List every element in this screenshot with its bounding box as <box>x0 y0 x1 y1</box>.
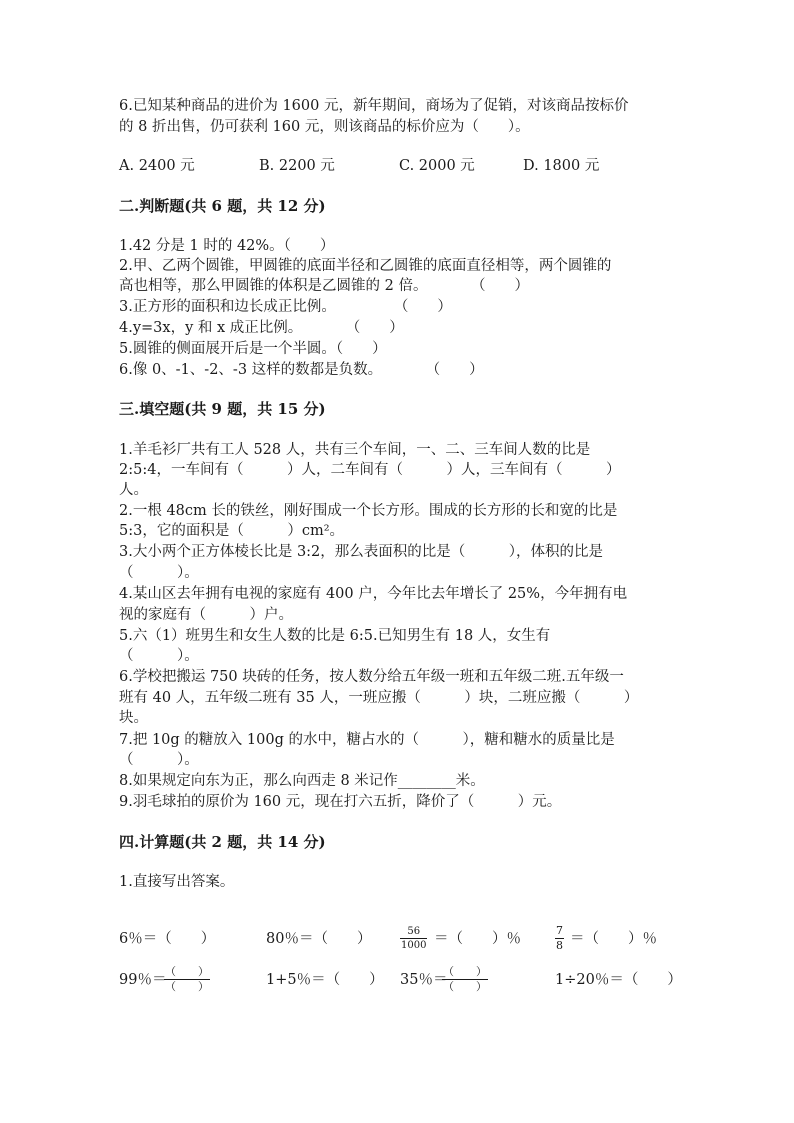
s3-line-15: 7.把 10g 的糖放入 100g 的水中，糖占水的（ ），糖和糖水的质量比是 <box>119 732 615 748</box>
s2-line-3: 高也相等，那么甲圆锥的体积是乙圆锥的 2 倍。 （ ） <box>119 278 529 294</box>
section-2-title: 二.判断题(共 6 题，共 12 分) <box>119 197 326 215</box>
s3-line-4: 2.一根 48cm 长的铁丝，刚好围成一个长方形。围成的长方形的长和宽的比是 <box>119 503 618 519</box>
calc-1-div-20-percent: 1÷20％＝（ ） <box>555 972 682 988</box>
calc-1-plus-5-percent: 1+5％＝（ ） <box>266 972 384 988</box>
fraction-numerator: （ ） <box>443 965 487 978</box>
s3-line-8: 4.某山区去年拥有电视的家庭有 400 户，今年比去年增长了 25%，今年拥有电 <box>119 586 628 602</box>
fraction-blank-35 <box>442 966 488 993</box>
fraction-7-over-8 <box>555 925 564 952</box>
calc-35-percent-left: 35％＝ <box>400 972 448 988</box>
s3-line-3: 人。 <box>119 482 148 498</box>
s2-line-5: 4.y=3x，y 和 x 成正比例。 （ ） <box>119 320 404 336</box>
s3-line-1: 1.羊毛衫厂共有工人 528 人，共有三个车间，一、二、三车间人数的比是 <box>119 442 591 458</box>
fraction-numerator: 7 <box>556 924 563 937</box>
s3-line-12: 6.学校把搬运 750 块砖的任务，按人数分给五年级一班和五年级二班.五年级一 <box>119 669 624 685</box>
fraction-denominator: 1000 <box>401 940 427 951</box>
q6-line-1: 6.已知某种商品的进价为 1600 元，新年期间，商场为了促销，对该商品按标价 <box>119 98 629 114</box>
fraction-denominator: （ ） <box>165 980 209 993</box>
q6-option-d: D. 1800 元 <box>523 158 600 174</box>
s3-line-9: 视的家庭有（ ）户。 <box>119 607 293 623</box>
q6-option-c: C. 2000 元 <box>399 158 475 174</box>
calc-6-percent: 6％＝（ ） <box>119 931 216 947</box>
calc-80-percent: 80％＝（ ） <box>266 931 372 947</box>
s3-line-7: （ ）。 <box>119 565 199 581</box>
fraction-numerator: （ ） <box>165 965 209 978</box>
s3-line-5: 5:3，它的面积是（ ）cm²。 <box>119 523 345 539</box>
fraction-denominator: （ ） <box>443 980 487 993</box>
fraction-blank-99 <box>164 966 210 993</box>
fraction-56-over-1000 <box>400 926 427 951</box>
s2-line-6: 5.圆锥的侧面展开后是一个半圆。（ ） <box>119 341 387 357</box>
s2-line-2: 2.甲、乙两个圆锥，甲圆锥的底面半径和乙圆锥的底面直径相等，两个圆锥的 <box>119 258 612 274</box>
s3-line-2: 2:5:4，一车间有（ ）人，二车间有（ ）人，三车间有（ ） <box>119 462 621 478</box>
q6-option-a: A. 2400 元 <box>119 158 195 174</box>
calc-99-percent-left: 99％＝ <box>119 972 167 988</box>
s3-line-13: 班有 40 人，五年级二班有 35 人，一班应搬（ ）块，二班应搬（ ） <box>119 690 639 706</box>
section-3-title: 三.填空题(共 9 题，共 15 分) <box>119 400 326 418</box>
s3-line-10: 5.六（1）班男生和女生人数的比是 6:5.已知男生有 18 人，女生有 <box>119 628 551 644</box>
section-4-title: 四.计算题(共 2 题，共 14 分) <box>119 833 326 851</box>
s2-line-4: 3.正方形的面积和边长成正比例。 （ ） <box>119 299 452 315</box>
s4-question-1: 1.直接写出答案。 <box>119 874 235 890</box>
s3-line-11: （ ）。 <box>119 648 199 664</box>
s2-line-1: 1.42 分是 1 时的 42%。（ ） <box>119 238 335 254</box>
s2-line-7: 6.像 0、-1、-2、-3 这样的数都是负数。 （ ） <box>119 362 484 378</box>
fraction-bar <box>400 938 427 939</box>
q6-option-b: B. 2200 元 <box>259 158 335 174</box>
calc-56-over-1000-rest: ＝（ ）％ <box>434 931 521 947</box>
s3-line-14: 块。 <box>119 710 148 726</box>
fraction-numerator: 56 <box>407 926 421 937</box>
fraction-denominator: 8 <box>556 939 563 952</box>
q6-line-2: 的 8 折出售，仍可获利 160 元，则该商品的标价应为（ ）。 <box>119 119 530 135</box>
calc-7-over-8-rest: ＝（ ）％ <box>570 931 657 947</box>
s3-line-6: 3.大小两个正方体棱长比是 3:2，那么表面积的比是（ ），体积的比是 <box>119 544 604 560</box>
s3-line-18: 9.羽毛球拍的原价为 160 元，现在打六五折，降价了（ ）元。 <box>119 794 562 810</box>
s3-line-16: （ ）。 <box>119 752 199 768</box>
s3-line-17: 8.如果规定向东为正，那么向西走 8 米记作________米。 <box>119 773 485 789</box>
